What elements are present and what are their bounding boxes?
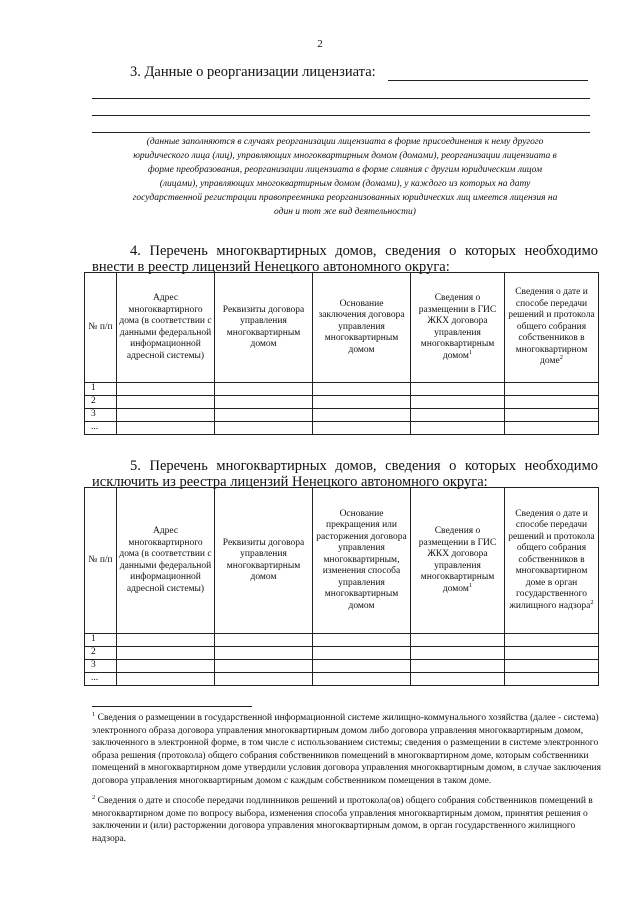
section4-table [84, 272, 599, 435]
col-header: Основание прекращения или расторжения договора управления многоквартирным, изменения способа управления многоквартирным домом [313, 488, 411, 634]
col-header: № п/п [85, 488, 117, 634]
section4-title: 4. Перечень многоквартирных домов, сведения о которых необходимо внести в реестр лицензий Ненецкого автономного округа: [92, 243, 598, 275]
col-header: Реквизиты договора управления многоквартирным домом [215, 273, 313, 383]
table-row [85, 647, 599, 660]
row-number: 2 [85, 647, 117, 660]
section3-title: 3. Данные о реорганизации лицензиата: [130, 64, 376, 80]
table-row [85, 383, 599, 396]
section3-fill-line [388, 80, 588, 81]
table-row [85, 409, 599, 422]
col-header: Сведения о дате и способе передачи решений и протокола общего собрания собственников в многоквартирном доме$^2$ [505, 273, 599, 383]
footnote-1: $^1$ Сведения о размещении в государственной информационной системе жилищно-коммунального хозяйства (далее - система) электронного образа договора управления многоквартирным домом либо договора управления многоквартирным домом, заключенного в электронной форме, в том числе с использованием системы; сведения о размещении в системе электронного образа решения (протокола) общего собрания собственников помещений в многоквартирном доме, которым собственники помещений в многоквартирном доме утвердили условия договора управления многоквартирным домом, в случае заключения договора управления многоквартирным домом с каждым собственником помещения в таком доме. [92, 710, 602, 786]
row-number: 3 [85, 409, 117, 422]
fill-line [92, 132, 590, 133]
table-header-row [85, 488, 599, 634]
footnote-separator [92, 706, 252, 707]
row-number: 1 [85, 634, 117, 647]
row-number: ... [85, 422, 117, 435]
table-row [85, 396, 599, 409]
fill-line [92, 98, 590, 99]
page-number: 2 [317, 38, 323, 50]
row-number: 3 [85, 660, 117, 673]
section3-note: (данные заполняются в случаях реорганизации лицензиата в форме присоединения к нему другого юридического лица (лиц), управляющих многоквартирным домом (домами), реорганизации лицензиата в форме преобразования, реорганизации лицензиата в форме слияния с другим юридическим лицом (лицами), управляющих многоквартирным домом (домами), у каждого из которых на дату государственной регистрации правопреемника реорганизованных юридических лиц имеется лицензия на один и тот же вид деятельности) [132, 137, 558, 217]
footnote-2: $^2$ Сведения о дате и способе передачи подлинников решений и протокола(ов) общего собрания собственников помещений в многоквартирном доме по вопросу выбора, изменения способа управления многоквартирным домом, принятия решения о заключении и (или) расторжении договора управления многоквартирным домом, в орган государственного жилищного надзора. [92, 793, 593, 844]
col-header: Реквизиты договора управления многоквартирным домом [215, 488, 313, 634]
col-header: Сведения о размещении в ГИС ЖКХ договора управления многоквартирным домом$^1$ [411, 273, 505, 383]
table-row [85, 634, 599, 647]
fill-line [92, 115, 590, 116]
section5-title: 5. Перечень многоквартирных домов, сведения о которых необходимо исключить из реестра лицензий Ненецкого автономного округа: [92, 458, 598, 490]
table-row [85, 660, 599, 673]
col-header: Сведения о размещении в ГИС ЖКХ договора управления многоквартирным домом$^1$ [411, 488, 505, 634]
row-number: 1 [85, 383, 117, 396]
col-header: Сведения о дате и способе передачи решений и протокола общего собрания собственников в многоквартирном доме в орган государственного жилищного надзора$^2$ [505, 488, 599, 634]
table-row [85, 673, 599, 686]
col-header: № п/п [85, 273, 117, 383]
row-number: 2 [85, 396, 117, 409]
col-header: Основание заключения договора управления многоквартирным домом [313, 273, 411, 383]
table-header-row [85, 273, 599, 383]
table-row [85, 422, 599, 435]
row-number: ... [85, 673, 117, 686]
section5-table [84, 487, 599, 686]
col-header: Адрес многоквартирного дома (в соответствии с данными федеральной информационной адресной системы) [117, 488, 215, 634]
col-header: Адрес многоквартирного дома (в соответствии с данными федеральной информационной адресной системы) [117, 273, 215, 383]
